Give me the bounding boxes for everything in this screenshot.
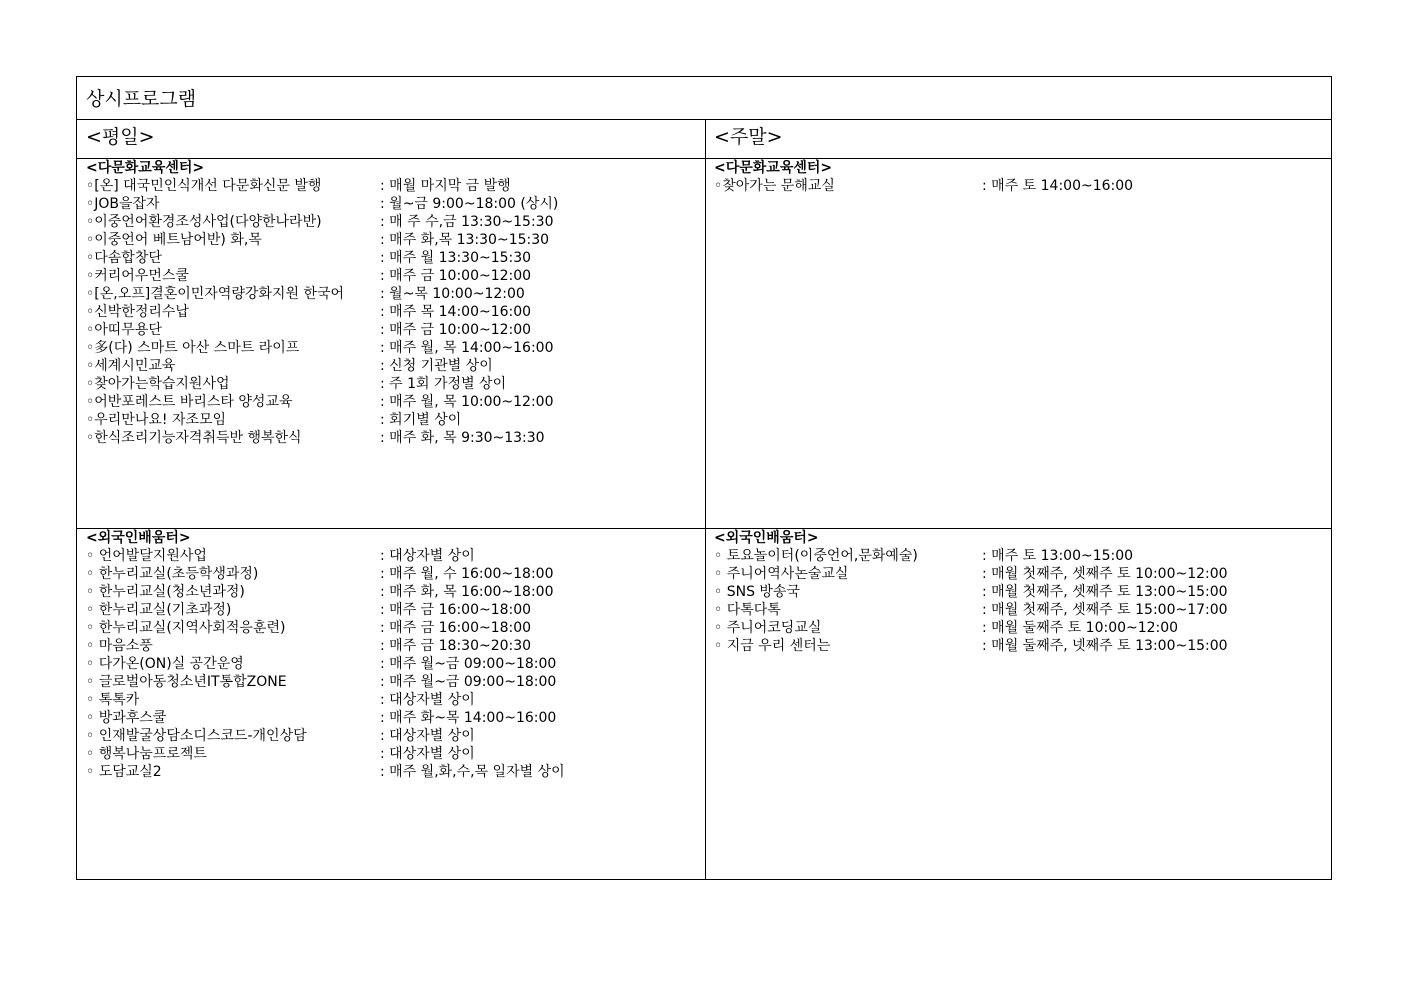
program-row xyxy=(86,763,702,781)
program-schedule: : 주 1회 가정별 상이 xyxy=(380,376,507,392)
program-schedule: : 매주 화, 목 16:00~18:00 xyxy=(380,584,554,600)
program-name: ◦다솜합창단 xyxy=(86,250,162,266)
program-schedule: : 매주 목 14:00~16:00 xyxy=(380,304,532,320)
program-name: ◦多(다) 스마트 아산 스마트 라이프 xyxy=(86,340,300,356)
program-name: ◦ 도담교실2 xyxy=(86,764,162,780)
weekend-foreign-section xyxy=(714,529,1329,655)
program-name: ◦ 지금 우리 센터는 xyxy=(714,638,831,654)
program-schedule: : 매주 화,목 13:30~15:30 xyxy=(380,232,550,248)
program-schedule: : 매주 토 14:00~16:00 xyxy=(982,178,1134,194)
section-heading: <다문화교육센터> xyxy=(86,160,205,176)
program-name: ◦아띠무용단 xyxy=(86,322,162,338)
program-schedule: : 매주 화~목 14:00~16:00 xyxy=(380,710,557,726)
program-name: ◦커리어우먼스쿨 xyxy=(86,268,189,284)
program-row xyxy=(86,339,702,357)
program-name: ◦한식조리기능자격취득반 행복한식 xyxy=(86,430,302,446)
program-row xyxy=(86,673,702,691)
section-heading: <다문화교육센터> xyxy=(714,160,833,176)
column-header-weekend: <주말> xyxy=(714,126,783,148)
program-row xyxy=(86,267,702,285)
column-header-weekday: <평일> xyxy=(86,126,155,148)
program-schedule: : 대상자별 상이 xyxy=(380,692,475,708)
program-name: ◦세계시민교육 xyxy=(86,358,176,374)
program-name: ◦[온] 대국민인식개선 다문화신문 발행 xyxy=(86,178,322,194)
weekend-multicultural-section xyxy=(714,159,1329,195)
page-title: 상시프로그램 xyxy=(86,88,197,110)
program-row xyxy=(714,177,1329,195)
program-name: ◦ 한누리교실(지역사회적응훈련) xyxy=(86,620,286,636)
program-row xyxy=(86,213,702,231)
program-name: ◦이중언어환경조성사업(다양한나라반) xyxy=(86,214,322,230)
program-row xyxy=(86,565,702,583)
program-row xyxy=(86,691,702,709)
program-schedule: : 대상자별 상이 xyxy=(380,746,475,762)
program-row xyxy=(86,745,702,763)
program-table xyxy=(76,76,1332,880)
program-row xyxy=(86,357,702,375)
program-schedule: : 매 주 수,금 13:30~15:30 xyxy=(380,214,554,230)
program-schedule: : 월~목 10:00~12:00 xyxy=(380,286,525,302)
program-name: ◦ 한누리교실(초등학생과정) xyxy=(86,566,259,582)
program-row xyxy=(714,601,1329,619)
program-name: ◦찾아가는 문해교실 xyxy=(714,178,835,194)
program-schedule: : 월~금 9:00~18:00 (상시) xyxy=(380,196,559,212)
program-schedule: : 매주 금 16:00~18:00 xyxy=(380,602,532,618)
program-row xyxy=(86,655,702,673)
program-name: ◦ 행복나눔프로젝트 xyxy=(86,746,207,762)
program-row xyxy=(86,195,702,213)
program-name: ◦ 언어발달지원사업 xyxy=(86,548,207,564)
program-row xyxy=(86,411,702,429)
program-name: ◦JOB을잡자 xyxy=(86,196,160,212)
program-row xyxy=(86,321,702,339)
program-schedule: : 매주 화, 목 9:30~13:30 xyxy=(380,430,545,446)
program-row xyxy=(86,429,702,447)
program-schedule: : 매월 둘째주 토 10:00~12:00 xyxy=(982,620,1179,636)
program-schedule: : 매월 첫째주, 셋째주 토 10:00~12:00 xyxy=(982,566,1228,582)
program-name: ◦이중언어 베트남어반) 화,목 xyxy=(86,232,262,248)
program-row xyxy=(86,249,702,267)
program-name: ◦ 방과후스쿨 xyxy=(86,710,167,726)
program-name: ◦[온,오프]결혼이민자역량강화지원 한국어 xyxy=(86,286,344,302)
program-name: ◦ 톡톡카 xyxy=(86,692,140,708)
program-row xyxy=(86,285,702,303)
column-divider xyxy=(705,119,706,879)
program-schedule: : 대상자별 상이 xyxy=(380,728,475,744)
divider xyxy=(77,119,1331,120)
program-schedule: : 매주 월, 수 16:00~18:00 xyxy=(380,566,554,582)
program-row xyxy=(714,583,1329,601)
program-name: ◦ 인재발굴상담소디스코드-개인상담 xyxy=(86,728,307,744)
section-heading: <외국인배움터> xyxy=(714,530,819,546)
program-row xyxy=(86,393,702,411)
program-row xyxy=(86,375,702,393)
program-schedule: : 매주 월, 목 14:00~16:00 xyxy=(380,340,554,356)
section-heading: <외국인배움터> xyxy=(86,530,191,546)
program-name: ◦찾아가는학습지원사업 xyxy=(86,376,230,392)
weekday-multicultural-section xyxy=(86,159,702,447)
program-name: ◦ 글로벌아동청소년IT통합ZONE xyxy=(86,674,287,690)
program-row xyxy=(86,727,702,745)
program-schedule: : 매주 토 13:00~15:00 xyxy=(982,548,1134,564)
program-row xyxy=(86,709,702,727)
program-schedule: : 매주 월~금 09:00~18:00 xyxy=(380,674,557,690)
program-schedule: : 매주 금 10:00~12:00 xyxy=(380,322,532,338)
program-schedule: : 매월 마지막 금 발행 xyxy=(380,178,511,194)
program-row xyxy=(86,303,702,321)
program-name: ◦ 마음소풍 xyxy=(86,638,153,654)
program-name: ◦ SNS 방송국 xyxy=(714,584,800,600)
program-schedule: : 회기별 상이 xyxy=(380,412,462,428)
program-schedule: : 매주 금 18:30~20:30 xyxy=(380,638,532,654)
program-row xyxy=(86,547,702,565)
program-schedule: : 매월 첫째주, 셋째주 토 13:00~15:00 xyxy=(982,584,1228,600)
program-name: ◦ 다가온(ON)실 공간운영 xyxy=(86,656,244,672)
program-row xyxy=(714,547,1329,565)
program-schedule: : 매주 월, 목 10:00~12:00 xyxy=(380,394,554,410)
program-row xyxy=(714,565,1329,583)
program-name: ◦신박한정리수납 xyxy=(86,304,189,320)
program-row xyxy=(714,637,1329,655)
program-schedule: : 매주 월,화,수,목 일자별 상이 xyxy=(380,764,565,780)
program-schedule: : 매월 둘째주, 넷째주 토 13:00~15:00 xyxy=(982,638,1228,654)
program-row xyxy=(86,231,702,249)
program-schedule: : 매주 금 16:00~18:00 xyxy=(380,620,532,636)
program-row xyxy=(86,601,702,619)
program-row xyxy=(86,637,702,655)
program-schedule: : 매주 금 10:00~12:00 xyxy=(380,268,532,284)
program-schedule: : 매주 월 13:30~15:30 xyxy=(380,250,532,266)
program-row xyxy=(86,177,702,195)
program-name: ◦ 다톡다톡 xyxy=(714,602,781,618)
program-schedule: : 매주 월~금 09:00~18:00 xyxy=(380,656,557,672)
program-row xyxy=(714,619,1329,637)
weekday-foreign-section xyxy=(86,529,702,781)
program-name: ◦ 한누리교실(청소년과정) xyxy=(86,584,245,600)
program-name: ◦어반포레스트 바리스타 양성교육 xyxy=(86,394,293,410)
program-name: ◦ 한누리교실(기초과정) xyxy=(86,602,232,618)
program-schedule: : 신청 기관별 상이 xyxy=(380,358,493,374)
program-row xyxy=(86,583,702,601)
program-schedule: : 매월 첫째주, 셋째주 토 15:00~17:00 xyxy=(982,602,1228,618)
program-row xyxy=(86,619,702,637)
program-name: ◦ 주니어역사논술교실 xyxy=(714,566,849,582)
program-name: ◦ 토요놀이터(이중언어,문화예술) xyxy=(714,548,918,564)
program-name: ◦ 주니어코딩교실 xyxy=(714,620,822,636)
program-name: ◦우리만나요! 자조모임 xyxy=(86,412,227,428)
program-schedule: : 대상자별 상이 xyxy=(380,548,475,564)
